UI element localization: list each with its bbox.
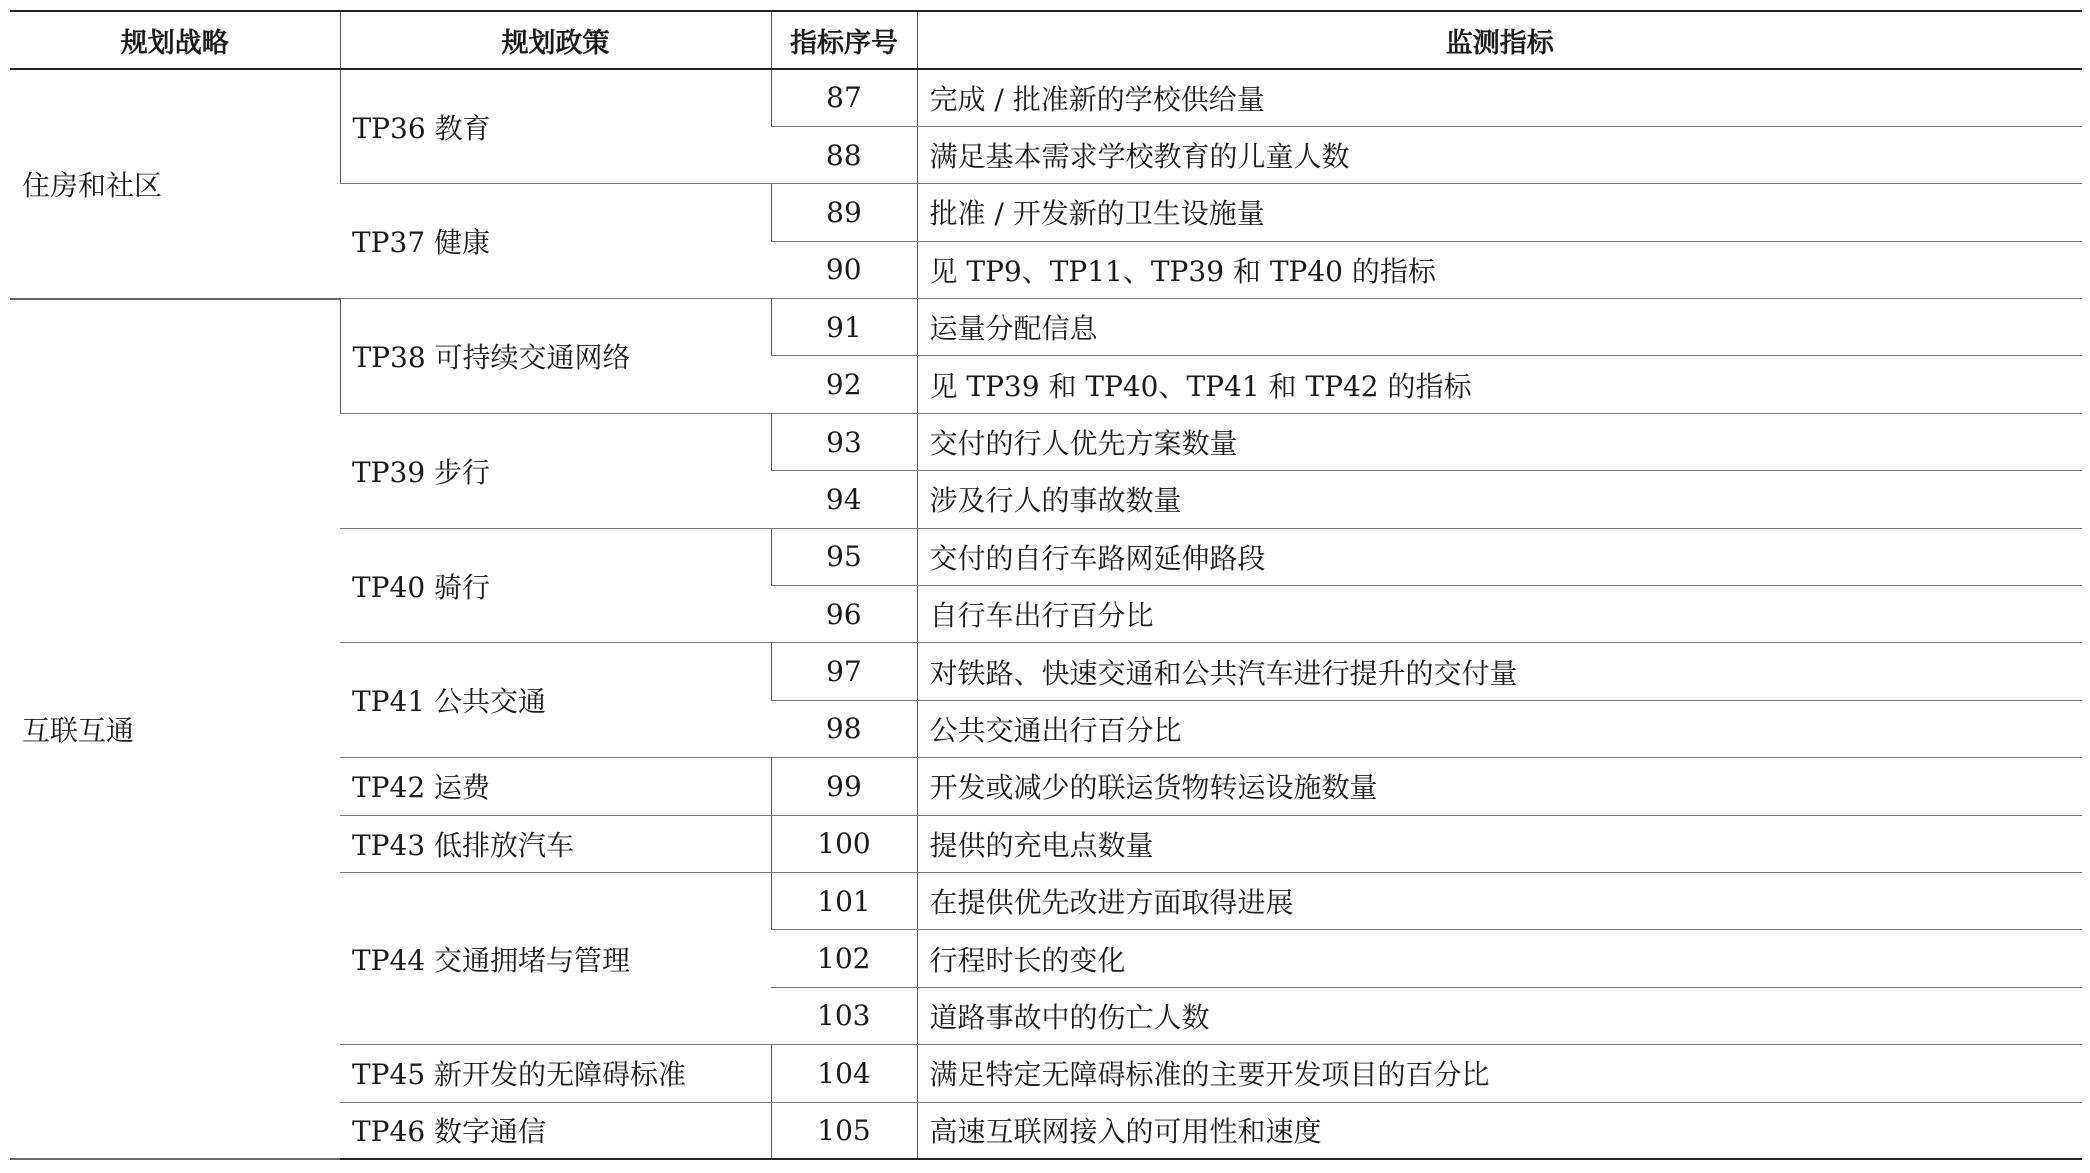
cell-indicator-number: 97 [771, 643, 917, 700]
cell-policy: TP42 运费 [340, 758, 771, 815]
cell-indicator-number: 103 [771, 987, 917, 1044]
cell-monitoring-indicator: 提供的充电点数量 [917, 815, 2082, 872]
cell-monitoring-indicator: 自行车出行百分比 [917, 586, 2082, 643]
cell-monitoring-indicator: 批准 / 开发新的卫生设施量 [917, 184, 2082, 241]
header-row [10, 11, 2082, 69]
table-header [10, 11, 2082, 69]
cell-strategy: 互联互通 [10, 299, 340, 1160]
cell-indicator-number: 87 [771, 69, 917, 126]
cell-policy: TP45 新开发的无障碍标准 [340, 1045, 771, 1102]
cell-indicator-number: 90 [771, 241, 917, 298]
table-body [10, 69, 2082, 1159]
cell-monitoring-indicator: 完成 / 批准新的学校供给量 [917, 69, 2082, 126]
cell-monitoring-indicator: 见 TP9、TP11、TP39 和 TP40 的指标 [917, 241, 2082, 298]
cell-indicator-number: 95 [771, 528, 917, 585]
cell-monitoring-indicator: 行程时长的变化 [917, 930, 2082, 987]
cell-monitoring-indicator: 开发或减少的联运货物转运设施数量 [917, 758, 2082, 815]
header-monitoring-indicator: 监测指标 [917, 11, 2082, 69]
cell-policy: TP46 数字通信 [340, 1102, 771, 1159]
cell-indicator-number: 105 [771, 1102, 917, 1159]
cell-monitoring-indicator: 在提供优先改进方面取得进展 [917, 872, 2082, 929]
cell-monitoring-indicator: 交付的自行车路网延伸路段 [917, 528, 2082, 585]
cell-policy: TP40 骑行 [340, 528, 771, 643]
cell-policy: TP43 低排放汽车 [340, 815, 771, 872]
cell-policy: TP41 公共交通 [340, 643, 771, 758]
cell-indicator-number: 99 [771, 758, 917, 815]
monitoring-indicator-table [10, 10, 2082, 1160]
cell-policy: TP37 健康 [340, 184, 771, 299]
cell-policy: TP39 步行 [340, 413, 771, 528]
cell-indicator-number: 100 [771, 815, 917, 872]
header-policy: 规划政策 [340, 11, 771, 69]
cell-monitoring-indicator: 对铁路、快速交通和公共汽车进行提升的交付量 [917, 643, 2082, 700]
cell-monitoring-indicator: 满足基本需求学校教育的儿童人数 [917, 126, 2082, 183]
cell-indicator-number: 88 [771, 126, 917, 183]
cell-indicator-number: 91 [771, 299, 917, 356]
cell-policy: TP44 交通拥堵与管理 [340, 872, 771, 1044]
cell-monitoring-indicator: 公共交通出行百分比 [917, 700, 2082, 757]
cell-indicator-number: 102 [771, 930, 917, 987]
cell-monitoring-indicator: 高速互联网接入的可用性和速度 [917, 1102, 2082, 1159]
cell-indicator-number: 98 [771, 700, 917, 757]
table-row [10, 69, 2082, 126]
cell-indicator-number: 93 [771, 413, 917, 470]
cell-monitoring-indicator: 满足特定无障碍标准的主要开发项目的百分比 [917, 1045, 2082, 1102]
cell-monitoring-indicator: 交付的行人优先方案数量 [917, 413, 2082, 470]
table-row [10, 299, 2082, 356]
cell-indicator-number: 92 [771, 356, 917, 413]
cell-indicator-number: 94 [771, 471, 917, 528]
cell-monitoring-indicator: 运量分配信息 [917, 299, 2082, 356]
cell-strategy: 住房和社区 [10, 69, 340, 299]
cell-indicator-number: 104 [771, 1045, 917, 1102]
cell-indicator-number: 96 [771, 586, 917, 643]
cell-indicator-number: 101 [771, 872, 917, 929]
cell-policy: TP36 教育 [340, 69, 771, 184]
cell-monitoring-indicator: 涉及行人的事故数量 [917, 471, 2082, 528]
header-strategy: 规划战略 [10, 11, 340, 69]
cell-monitoring-indicator: 道路事故中的伤亡人数 [917, 987, 2082, 1044]
cell-monitoring-indicator: 见 TP39 和 TP40、TP41 和 TP42 的指标 [917, 356, 2082, 413]
cell-policy: TP38 可持续交通网络 [340, 299, 771, 414]
cell-indicator-number: 89 [771, 184, 917, 241]
header-indicator-number: 指标序号 [771, 11, 917, 69]
